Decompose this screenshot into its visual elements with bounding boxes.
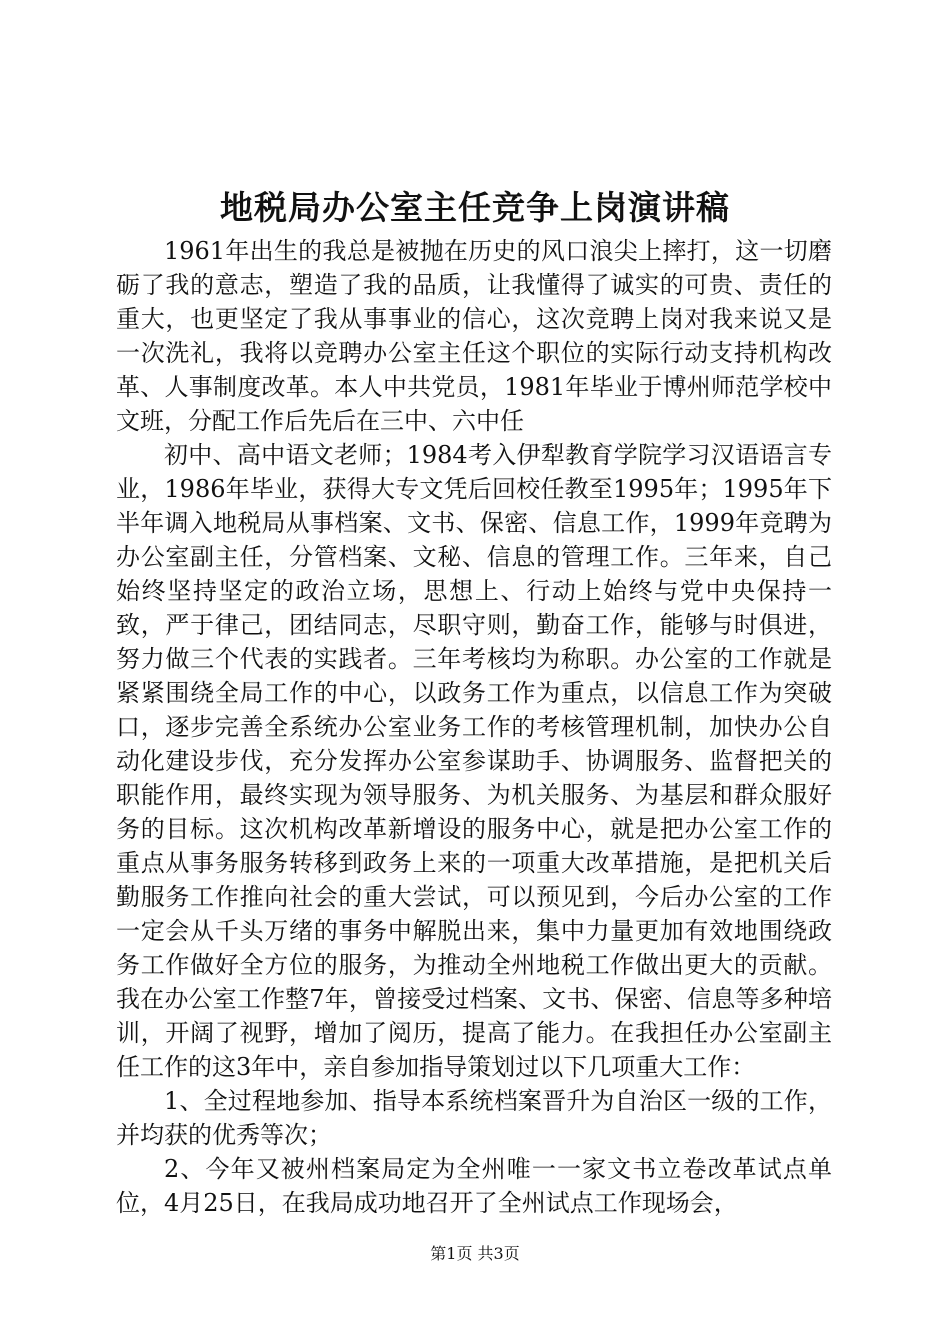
paragraph-item-1: 1、全过程地参加、指导本系统档案晋升为自治区一级的工作，并均获的优秀等次； — [116, 1087, 832, 1149]
paragraph-intro: 1961年出生的我总是被抛在历史的风口浪尖上摔打，这一切磨砺了我的意志，塑造了我的品质，让我懂得了诚实的可贵、责任的重大，也更坚定了我从事事业的信心，这次竞聘上岗对我来说又是一次洗礼，我将以竞聘办公室主任这个职位的实际行动支持机构改革、人事制度改革。本人中共党员，1981年毕业于博州师范学校中文班，分配工作后先后在三中、六中任 — [116, 237, 832, 435]
document-body — [116, 234, 832, 1220]
paragraph-career: 初中、高中语文老师；1984考入伊犁教育学院学习汉语语言专业，1986年毕业，获得大专文凭后回校任教至1995年；1995年下半年调入地税局从事档案、文书、保密、信息工作，1999年竞聘为办公室副主任，分管档案、文秘、信息的管理工作。三年来，自己始终坚持坚定的政治立场，思想上、行动上始终与党中央保持一致，严于律己，团结同志，尽职守则，勤奋工作，能够与时俱进，努力做三个代表的实践者。三年考核均为称职。办公室的工作就是紧紧围绕全局工作的中心，以政务工作为重点，以信息工作为突破口，逐步完善全系统办公室业务工作的考核管理机制，加快办公自动化建设步伐，充分发挥办公室参谋助手、协调服务、监督把关的职能作用，最终实现为领导服务、为机关服务、为基层和群众服好务的目标。这次机构改革新增设的服务中心，就是把办公室工作的重点从事务服务转移到政务上来的一项重大改革措施，是把机关后勤服务工作推向社会的重大尝试，可以预见到，今后办公室的工作一定会从千头万绪的事务中解脱出来，集中力量更加有效地围绕政务工作做好全方位的服务，为推动全州地税工作做出更大的贡献。我在办公室工作整7年，曾接受过档案、文书、保密、信息等多种培训，开阔了视野，增加了阅历，提高了能力。在我担任办公室副主任工作的这3年中，亲自参加指导策划过以下几项重大工作： — [116, 441, 832, 1081]
document-title: 地税局办公室主任竞争上岗演讲稿 — [220, 188, 730, 227]
paragraph-item-2: 2、今年又被州档案局定为全州唯一一家文书立卷改革试点单位，4月25日，在我局成功地召开了全州试点工作现场会， — [116, 1155, 832, 1217]
page-number-footer: 第1页 共3页 — [430, 1244, 520, 1263]
